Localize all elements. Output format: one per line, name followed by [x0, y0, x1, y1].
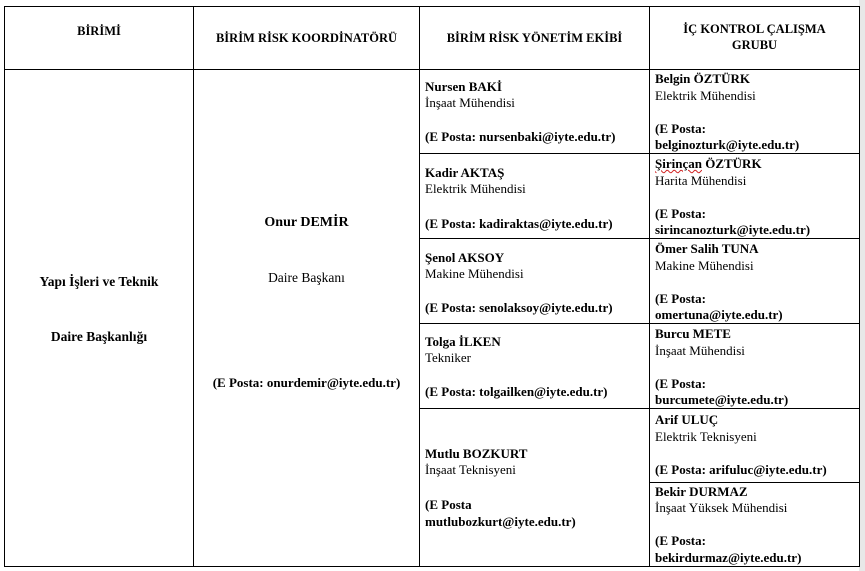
member-name-first: Şirinçan [655, 156, 702, 171]
coordinator-title: Daire Başkanı [268, 270, 345, 285]
member-email-line1: (E Posta: [655, 291, 706, 306]
member-title: İnşaat Mühendisi [425, 95, 515, 110]
member-title: Elektrik Mühendisi [425, 181, 526, 196]
table-border-bottom [4, 566, 860, 567]
header-ic-group-line1: İÇ KONTROL ÇALIŞMA [683, 22, 826, 36]
member-name [655, 156, 762, 172]
header-ic-group-line2: GRUBU [731, 38, 778, 52]
header-ic-group [650, 21, 859, 53]
risk-team-row-rule [419, 408, 650, 409]
member-email-line2: bekirdurmaz@iyte.edu.tr) [655, 550, 802, 565]
unit-name-line1: Yapı İşleri ve Teknik [39, 274, 159, 289]
member-name: Arif ULUÇ [655, 412, 719, 427]
header-unit: BİRİMİ [77, 24, 121, 38]
member-name: Belgin ÖZTÜRK [655, 71, 750, 86]
member-name-last: ÖZTÜRK [701, 156, 762, 171]
header-bottom-rule [4, 69, 860, 70]
member-name: Tolga İLKEN [425, 334, 501, 349]
member-title: Makine Mühendisi [655, 258, 754, 273]
ic-group-row-rule [649, 408, 860, 409]
coordinator-name: Onur DEMİR [264, 215, 349, 230]
member-email-line2: omertuna@iyte.edu.tr) [655, 307, 783, 322]
member-title: Harita Mühendisi [655, 173, 747, 188]
member-name: Burcu METE [655, 326, 731, 341]
member-email-line2: mutlubozkurt@iyte.edu.tr) [425, 514, 576, 529]
table-border-top [4, 6, 860, 7]
member-name: Kadir AKTAŞ [425, 165, 505, 180]
member-email: (E Posta: senolaksoy@iyte.edu.tr) [425, 300, 613, 315]
column-rule-1 [193, 6, 194, 567]
coordinator-email: (E Posta: onurdemir@iyte.edu.tr) [212, 375, 401, 390]
member-email-line2: belginozturk@iyte.edu.tr) [655, 137, 800, 152]
unit-name-line2: Daire Başkanlığı [50, 329, 148, 344]
ic-group-row-rule [649, 482, 860, 483]
member-email-line1: (E Posta: [655, 533, 706, 548]
member-email: (E Posta: tolgailken@iyte.edu.tr) [425, 384, 608, 399]
header-coordinator: BİRİM RİSK KOORDİNATÖRÜ [215, 31, 398, 45]
risk-team-row-rule [419, 323, 650, 324]
member-name: Şenol AKSOY [425, 250, 505, 265]
member-email: (E Posta: nursenbaki@iyte.edu.tr) [425, 129, 616, 144]
member-title: Elektrik Mühendisi [655, 88, 756, 103]
risk-team-row-rule [419, 238, 650, 239]
member-title: İnşaat Mühendisi [655, 343, 745, 358]
ic-group-row-rule [649, 238, 860, 239]
member-email: (E Posta: kadiraktas@iyte.edu.tr) [425, 216, 613, 231]
member-title: Makine Mühendisi [425, 266, 524, 281]
member-email-line2: burcumete@iyte.edu.tr) [655, 392, 789, 407]
member-email-line1: (E Posta: [655, 376, 706, 391]
member-title: Tekniker [425, 350, 472, 365]
ic-group-row-rule [649, 323, 860, 324]
member-email: (E Posta: arifuluc@iyte.edu.tr) [655, 462, 827, 477]
column-rule-2 [419, 6, 420, 567]
member-name: Mutlu BOZKURT [425, 446, 528, 461]
member-email-line1: (E Posta: [655, 121, 706, 136]
member-title: Elektrik Teknisyeni [655, 429, 757, 444]
member-name: Bekir DURMAZ [655, 484, 748, 499]
risk-team-row-rule [419, 153, 650, 154]
member-title: İnşaat Teknisyeni [425, 462, 516, 477]
member-email-line1: (E Posta: [655, 206, 706, 221]
header-risk-team: BİRİM RİSK YÖNETİM EKİBİ [446, 31, 623, 45]
member-name: Ömer Salih TUNA [655, 241, 759, 256]
member-email-line2: sirincanozturk@iyte.edu.tr) [655, 222, 811, 237]
member-email-line1: (E Posta [425, 497, 472, 512]
member-title: İnşaat Yüksek Mühendisi [655, 500, 788, 515]
ic-group-row-rule [649, 153, 860, 154]
member-name: Nursen BAKİ [425, 79, 502, 94]
